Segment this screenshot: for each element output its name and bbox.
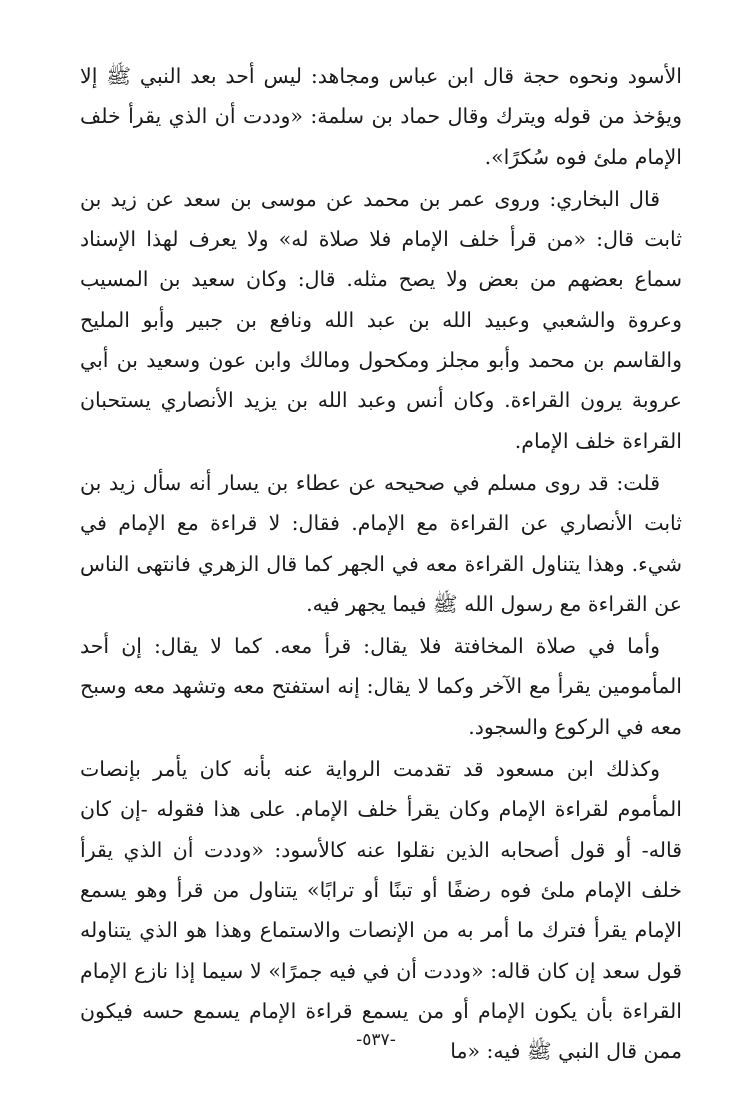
paragraph-5: وكذلك ابن مسعود قد تقدمت الرواية عنه بأنه كان يأمر بإنصات المأموم لقراءة الإمام وكان يقرأ خلف الإمام. على هذا فقوله -إن كان قاله- أو قول أصحابه الذين نقلوا عنه كالأسود: «وددت أن الذي يقرأ خلف الإمام ملئ فوه رضفًا أو تبنًا أو ترابًا» يتناول من قرأ وهو يسمع الإمام يقرأ فترك ما أمر به من الإنصات والاستماع وهذا هو الذي يتناوله قول سعد إن كان قاله: «وددت أن في فيه جمرًا» لا سيما إذا نازع الإمام القراءة بأن يكون الإمام أو من يسمع قراءة الإمام يسمع حسه فيكون ممن قال النبي ﷺ فيه: «ما (80, 757, 682, 1064)
paragraph-3: قلت: قد روى مسلم في صحيحه عن عطاء بن يسار أنه سأل زيد بن ثابت الأنصاري عن القراءة مع الإمام. فقال: لا قراءة مع الإمام في شيء. وهذا يتناول القراءة معه في الجهر كما قال الزهري فانتهى الناس عن القراءة مع رسول الله ﷺ فيما يجهر فيه. (80, 470, 682, 616)
paragraph-4: وأما في صلاة المخافتة فلا يقال: قرأ معه. كما لا يقال: إن أحد المأمومين يقرأ مع الآخر وكما لا يقال: إنه استفتح معه وتشهد معه وسبح معه في الركوع والسجود. (80, 634, 682, 739)
paragraph-2: قال البخاري: وروى عمر بن محمد عن موسى بن سعد عن زيد بن ثابت قال: «من قرأ خلف الإمام فلا صلاة له» ولا يعرف لهذا الإسناد سماع بعضهم من بعض ولا يصح مثله. قال: وكان سعيد بن المسيب وعروة والشعبي وعبيد الله بن عبد الله ونافع بن جبير وأبو المليح والقاسم بن محمد وأبو مجلز ومكحول ومالك وابن عون وسعيد بن أبي عروبة يرون القراءة. وكان أنس وعبد الله بن يزيد الأنصاري يستحبان القراءة خلف الإمام. (80, 186, 682, 453)
page-body (80, 56, 682, 1071)
paragraph-1: الأسود ونحوه حجة قال ابن عباس ومجاهد: ليس أحد بعد النبي ﷺ إلا ويؤخذ من قوله ويترك وقال حماد بن سلمة: «وددت أن الذي يقرأ خلف الإمام ملئ فوه سُكرًا». (80, 64, 682, 169)
page-number: -٥٣٧- (356, 1030, 396, 1050)
